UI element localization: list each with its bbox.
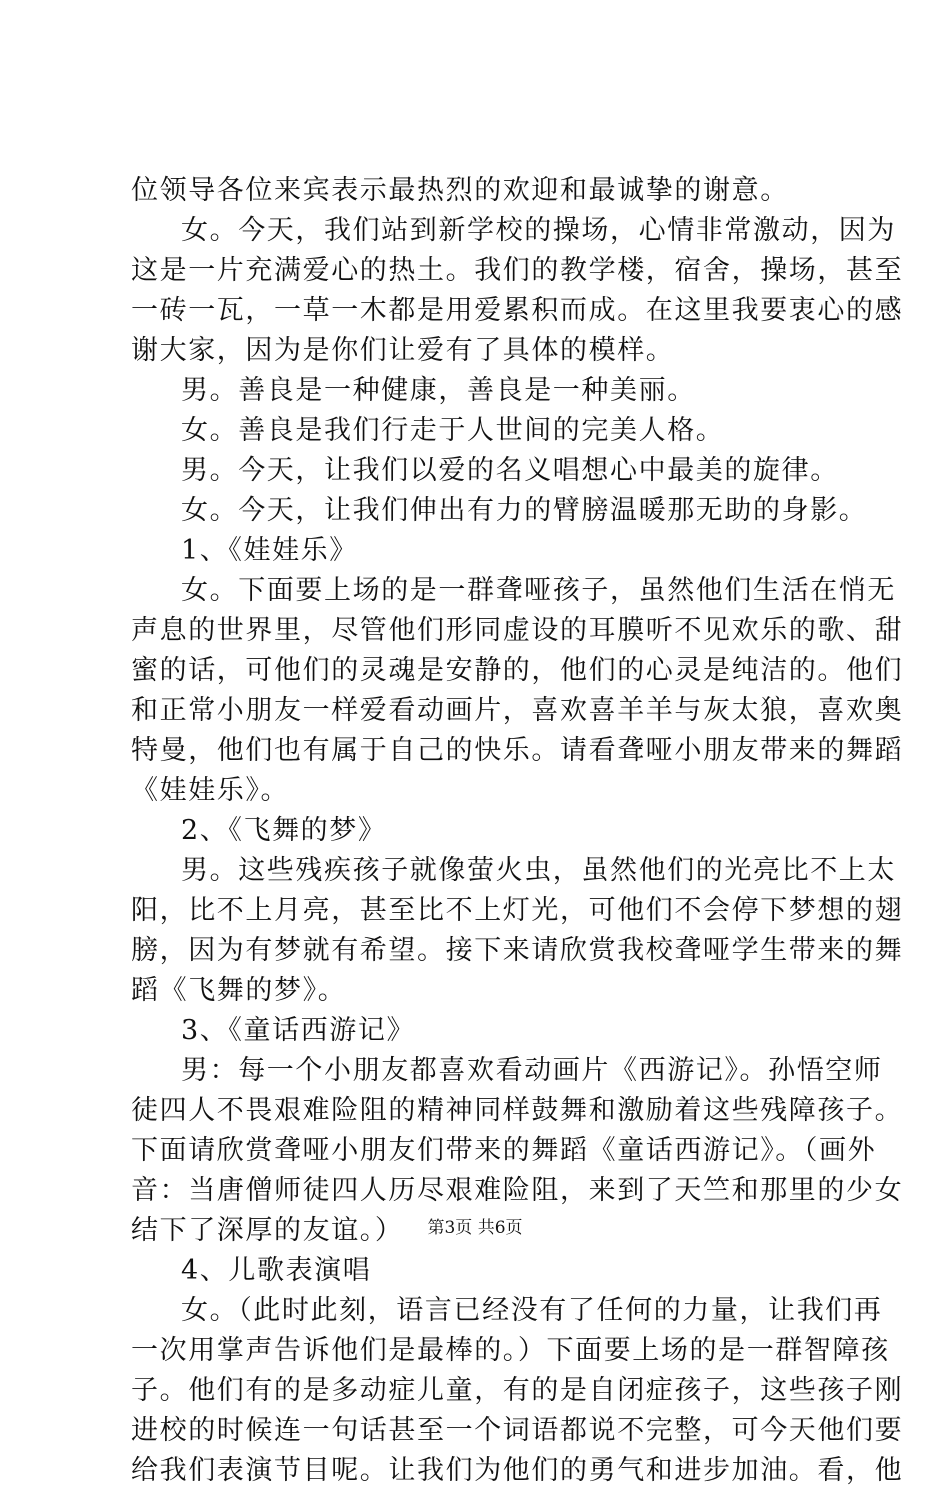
text-line: 子。他们有的是多动症儿童，有的是自闭症孩子，这些孩子刚	[131, 1375, 904, 1406]
text-line: 一砖一瓦，一草一木都是用爱累积而成。在这里我要衷心的感	[131, 295, 904, 326]
text-line: 给我们表演节目呢。让我们为他们的勇气和进步加油。看，他	[131, 1455, 904, 1486]
text-line: 声息的世界里，尽管他们形同虚设的耳膜听不见欢乐的歌、甜	[131, 615, 904, 646]
text-line: 结下了深厚的友谊。）	[131, 1215, 404, 1246]
text-line: 《娃娃乐》。	[131, 775, 290, 806]
text-line: 4、儿歌表演唱	[181, 1255, 372, 1286]
text-line: 谢大家，因为是你们让爱有了具体的模样。	[131, 335, 675, 366]
text-line: 阳，比不上月亮，甚至比不上灯光，可他们不会停下梦想的翅	[131, 895, 904, 926]
page-footer: 第3页 共6页	[427, 1218, 523, 1238]
text-line: 膀，因为有梦就有希望。接下来请欣赏我校聋哑学生带来的舞	[131, 935, 904, 966]
text-line: 2、《飞舞的梦》	[181, 815, 387, 846]
text-line: 一次用掌声告诉他们是最棒的。）下面要上场的是一群智障孩	[131, 1335, 890, 1366]
text-line: 女。善良是我们行走于人世间的完美人格。	[181, 415, 725, 446]
text-line: 和正常小朋友一样爱看动画片，喜欢喜羊羊与灰太狼，喜欢奥	[131, 695, 904, 726]
text-line: 蜜的话，可他们的灵魂是安静的，他们的心灵是纯洁的。他们	[131, 655, 904, 686]
text-line: 徒四人不畏艰难险阻的精神同样鼓舞和激励着这些残障孩子。	[131, 1095, 904, 1126]
text-line: 女。今天，让我们伸出有力的臂膀温暖那无助的身影。	[181, 495, 868, 526]
text-line: 女。（此时此刻，语言已经没有了任何的力量，让我们再	[181, 1295, 883, 1326]
text-line: 女。今天，我们站到新学校的操场，心情非常激动，因为	[181, 215, 896, 246]
text-line: 男。今天，让我们以爱的名义唱想心中最美的旋律。	[181, 455, 839, 486]
text-line: 进校的时候连一句话甚至一个词语都说不完整，可今天他们要	[131, 1415, 904, 1446]
text-line: 这是一片充满爱心的热土。我们的教学楼，宿舍，操场，甚至	[131, 255, 904, 286]
text-line: 男。善良是一种健康，善良是一种美丽。	[181, 375, 696, 406]
text-line: 女。下面要上场的是一群聋哑孩子，虽然他们生活在悄无	[181, 575, 896, 606]
text-line: 下面请欣赏聋哑小朋友们带来的舞蹈《童话西游记》。（画外	[131, 1135, 877, 1166]
document-body	[131, 171, 904, 1491]
text-line: 蹈《飞舞的梦》。	[131, 975, 347, 1006]
text-line: 位领导各位来宾表示最热烈的欢迎和最诚挚的谢意。	[131, 175, 789, 206]
text-line: 特曼，他们也有属于自己的快乐。请看聋哑小朋友带来的舞蹈	[131, 735, 904, 766]
text-line: 1、《娃娃乐》	[181, 535, 358, 566]
text-line: 男。这些残疾孩子就像萤火虫，虽然他们的光亮比不上太	[181, 855, 896, 886]
text-line: 男：每一个小朋友都喜欢看动画片《西游记》。孙悟空师	[181, 1055, 883, 1086]
text-line: 3、《童话西游记》	[181, 1015, 416, 1046]
text-line: 音：当唐僧师徒四人历尽艰难险阻，来到了天竺和那里的少女	[131, 1175, 904, 1206]
